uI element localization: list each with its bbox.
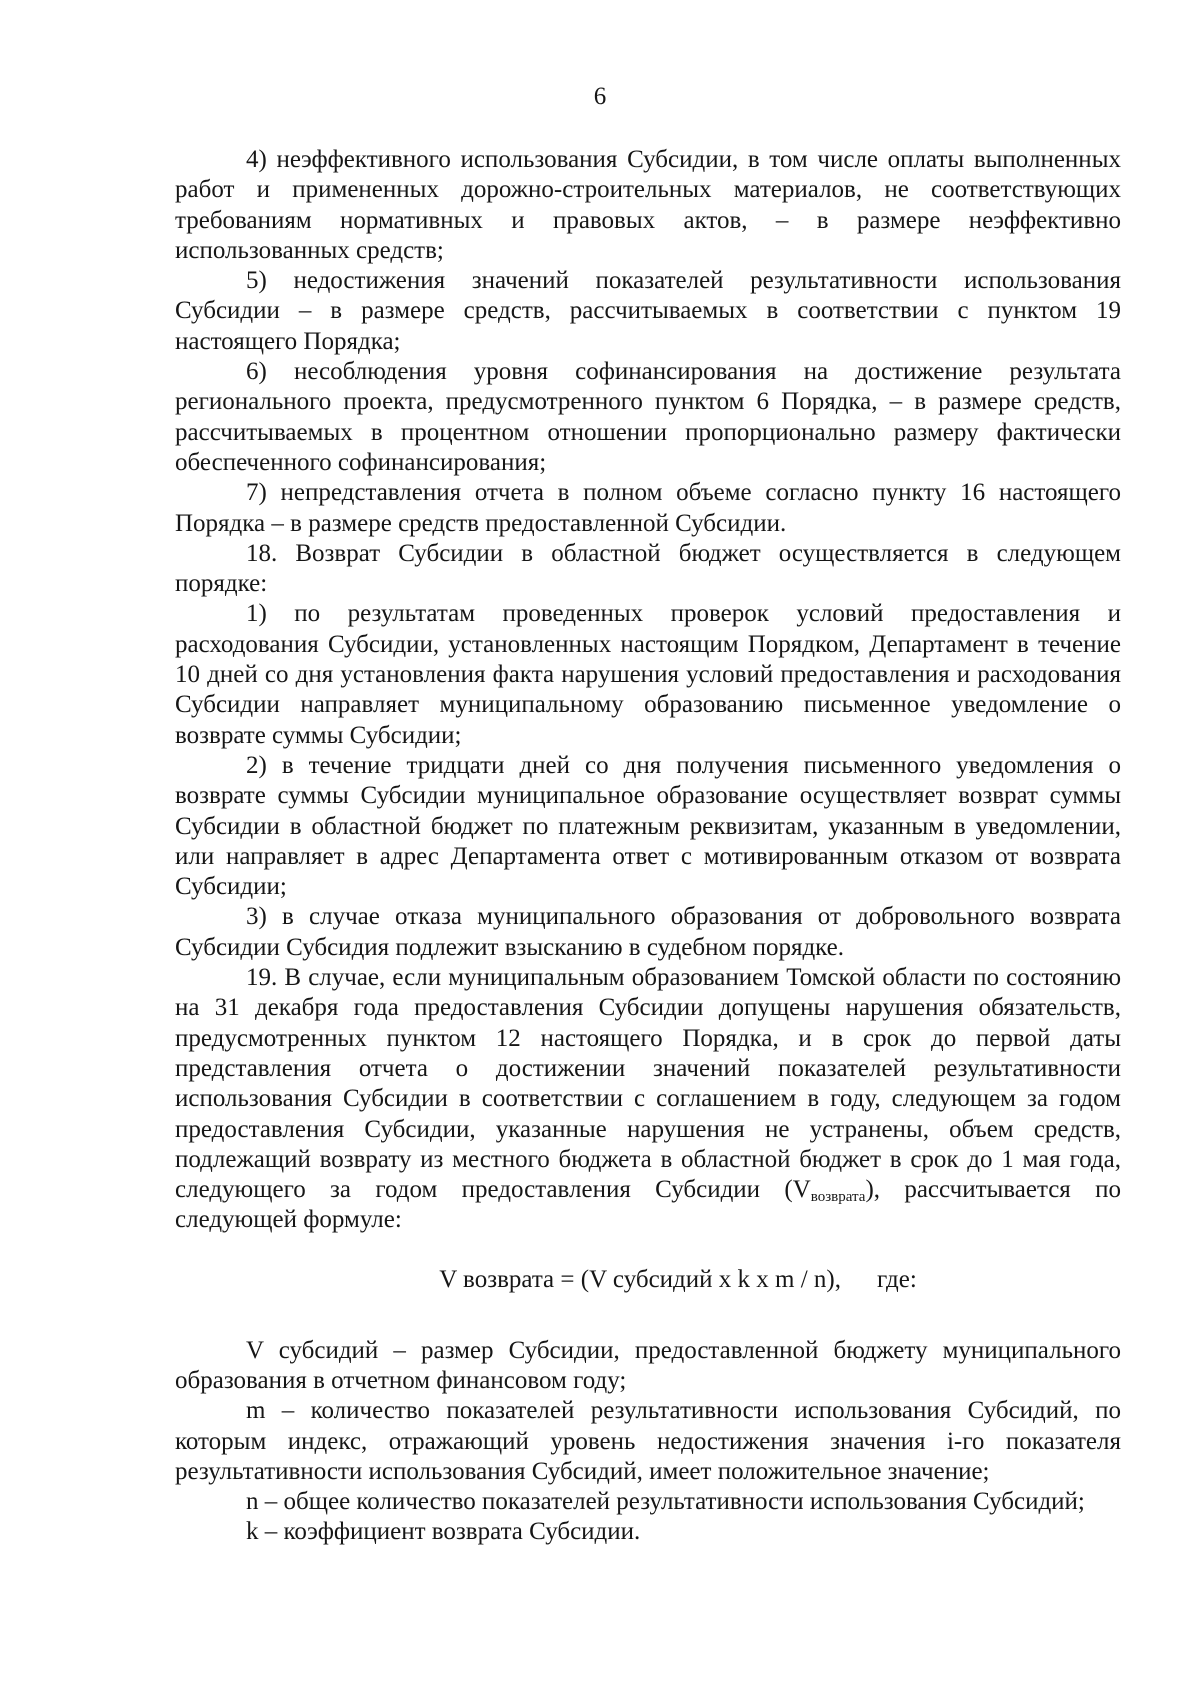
paragraph-18-item-2: 2) в течение тридцати дней со дня получения письменного уведомления о возврате суммы Субсидии муниципальное образование осуществляет возврат суммы Субсидии в областной бюджет по платежным реквизитам, указанным в уведомлении, или направляет в адрес Департамента ответ с мотивированным отказом от возврата Субсидии;	[175, 751, 1121, 901]
paragraph-item-7: 7) непредставления отчета в полном объеме согласно пункту 16 настоящего Порядка – в размере средств предоставленной Субсидии.	[175, 479, 1121, 537]
paragraph-19	[175, 963, 1121, 1236]
paragraph-18-item-1: 1) по результатам проведенных проверок условий предоставления и расходования Субсидии, установленных настоящим Порядком, Департамент в течение 10 дней со дня установления факта нарушения условий предоставления и расходования Субсидии направляет муниципальному образованию письменное уведомление о возврате суммы Субсидии;	[175, 600, 1121, 749]
definition-k: k – коэффициент возврата Субсидии.	[246, 1518, 641, 1546]
paragraph-item-4: 4) неэффективного использования Субсидии, в том числе оплаты выполненных работ и примененных дорожно-строительных материалов, не соответствующих требованиям нормативных и правовых актов, – в размере неэффективно использованных средств;	[175, 146, 1121, 264]
paragraph-18-item-3: 3) в случае отказа муниципального образования от добровольного возврата Субсидии Субсидия подлежит взысканию в судебном порядке.	[175, 903, 1121, 961]
return-formula	[175, 1264, 1121, 1296]
volume-subscript: возврата	[810, 1189, 866, 1206]
formula-expression: V возврата = (V субсидий x k x m / n),	[439, 1265, 841, 1293]
definition-n: n – общее количество показателей результативности использования Субсидий;	[246, 1488, 1085, 1516]
paragraph-19-text: 19. В случае, если муниципальным образованием Томской области по состоянию на 31 декабря года предоставления Субсидии допущены нарушения обязательств, предусмотренных пунктом 12 настоящего Порядка, и в срок до первой даты представления отчета о достижении значений показателей результативности использования Субсидии в соответствии с соглашением в году, следующем за годом предоставления Субсидии, указанные нарушения не устранены, объем средств, подлежащий возврату из местного бюджета в областной бюджет в срок до 1 мая года, следующего за годом предоставления Субсидии (V	[175, 964, 1121, 1204]
page-number: 6	[593, 83, 607, 110]
definition-v-subsidies: V субсидий – размер Субсидии, предоставленной бюджету муниципального образования в отчетном финансовом году;	[175, 1336, 1121, 1394]
paragraph-item-6: 6) несоблюдения уровня софинансирования на достижение результата регионального проекта, предусмотренного пунктом 6 Порядка, – в размере средств, рассчитываемых в процентном отношении пропорционально размеру фактически обеспеченного софинансирования;	[175, 358, 1121, 476]
document-body	[175, 145, 1121, 1548]
definition-m: m – количество показателей результативности использования Субсидий, по которым индекс, отражающий уровень недостижения значения i-го показателя результативности использования Субсидий, имеет положительное значение;	[175, 1397, 1121, 1485]
paragraph-19-tail: ), рассчитывается по следующей формуле:	[175, 1176, 1121, 1234]
paragraph-item-5: 5) недостижения значений показателей результативности использования Субсидии – в размере средств, рассчитываемых в соответствии с пунктом 19 настоящего Порядка;	[175, 267, 1121, 355]
paragraph-18: 18. Возврат Субсидии в областной бюджет осуществляется в следующем порядке:	[175, 539, 1121, 598]
formula-where: где:	[877, 1265, 917, 1293]
